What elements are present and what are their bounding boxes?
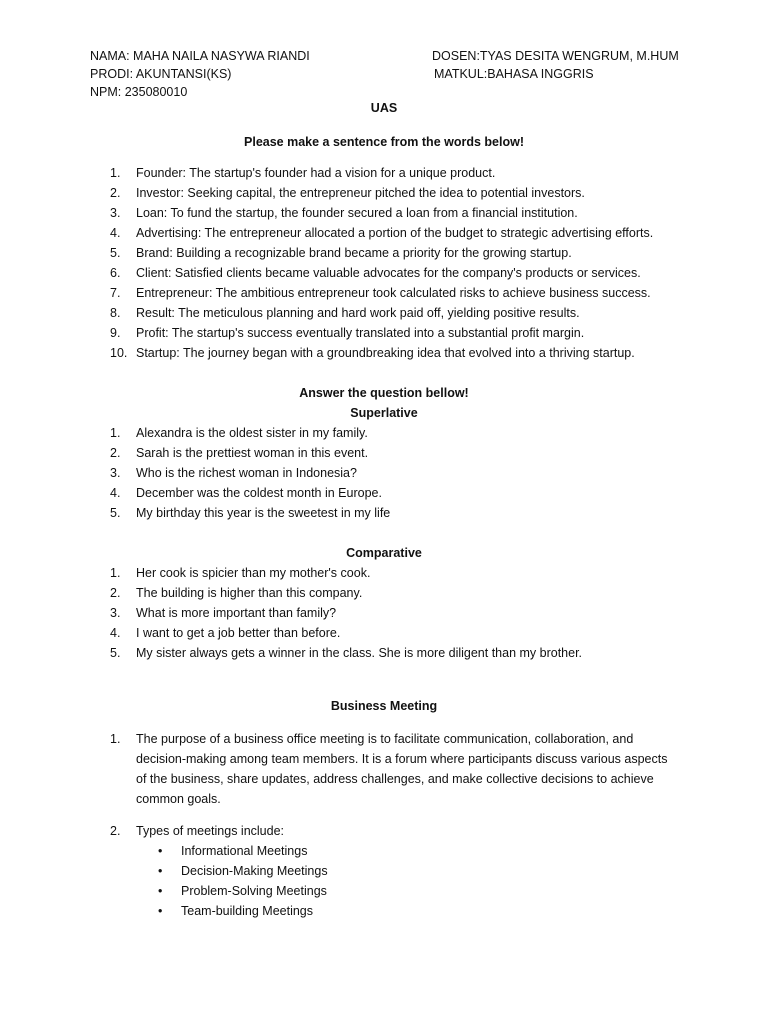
- item-text: Advertising: The entrepreneur allocated a portion of the budget to strategic advertising efforts.: [136, 226, 654, 240]
- list-item: [110, 223, 653, 243]
- business-meeting-list: [110, 729, 676, 809]
- item-number: 8.: [110, 306, 121, 320]
- list-item: [158, 841, 328, 861]
- item-text: Who is the richest woman in Indonesia?: [136, 466, 357, 480]
- list-item: [110, 603, 582, 623]
- item-text: Her cook is spicier than my mother's cook.: [136, 566, 371, 580]
- meeting-types-bullets: [158, 841, 328, 921]
- item-text: What is more important than family?: [136, 606, 337, 620]
- meeting-types-list: [110, 821, 284, 841]
- item-text: Brand: Building a recognizable brand became a priority for the growing startup.: [136, 246, 572, 260]
- item-number: 2.: [110, 824, 121, 838]
- bullet-icon: •: [158, 864, 163, 878]
- bullet-icon: •: [158, 904, 163, 918]
- list-item: [110, 183, 653, 203]
- list-item: [110, 263, 653, 283]
- item-number: 5.: [110, 506, 121, 520]
- list-item: [110, 343, 653, 363]
- list-item: [110, 623, 582, 643]
- section-heading-business-meeting: Business Meeting: [330, 699, 438, 713]
- lecturer-name: DOSEN:TYAS DESITA WENGRUM, M.HUM: [432, 49, 679, 63]
- item-text: Team-building Meetings: [181, 904, 314, 918]
- item-text: Informational Meetings: [181, 844, 308, 858]
- item-number: 6.: [110, 266, 121, 280]
- list-item: [110, 821, 284, 841]
- student-name: NAMA: MAHA NAILA NASYWA RIANDI: [90, 49, 310, 63]
- list-item: [110, 243, 653, 263]
- list-item: [110, 463, 390, 483]
- item-text: Loan: To fund the startup, the founder secured a loan from a financial institution.: [136, 206, 578, 220]
- list-item: [110, 583, 582, 603]
- item-number: 2.: [110, 186, 121, 200]
- subheading-comparative: Comparative: [346, 546, 422, 560]
- item-number: 5.: [110, 646, 121, 660]
- item-text: Types of meetings include:: [136, 824, 284, 838]
- list-item: [110, 563, 582, 583]
- list-item: [158, 861, 328, 881]
- item-text: Startup: The journey began with a groundbreaking idea that evolved into a thriving startup.: [136, 346, 635, 360]
- list-item: [110, 203, 653, 223]
- item-number: 1.: [110, 166, 121, 180]
- list-item: [110, 303, 653, 323]
- subheading-superlative: Superlative: [350, 406, 418, 420]
- study-program: PRODI: AKUNTANSI(KS): [90, 67, 232, 81]
- item-text: Decision-Making Meetings: [181, 864, 328, 878]
- item-text: Profit: The startup's success eventually translated into a substantial profit margin.: [136, 326, 585, 340]
- item-number: 3.: [110, 466, 121, 480]
- superlative-list: [110, 423, 390, 523]
- list-item: [110, 729, 676, 809]
- item-number: 9.: [110, 326, 121, 340]
- item-text: Entrepreneur: The ambitious entrepreneur took calculated risks to achieve business success.: [136, 286, 651, 300]
- list-item: [110, 503, 390, 523]
- item-number: 2.: [110, 586, 121, 600]
- list-item: [158, 881, 328, 901]
- item-number: 1.: [110, 566, 121, 580]
- item-number: 3.: [110, 206, 121, 220]
- section-heading-sentences: Please make a sentence from the words below!: [244, 135, 524, 149]
- item-text: Sarah is the prettiest woman in this event.: [136, 446, 369, 460]
- item-text: Result: The meticulous planning and hard work paid off, yielding positive results.: [136, 306, 580, 320]
- item-text: Problem-Solving Meetings: [181, 884, 327, 898]
- item-number: 1.: [110, 732, 121, 746]
- list-item: [110, 283, 653, 303]
- course-name: MATKUL:BAHASA INGGRIS: [434, 67, 594, 81]
- list-item: [110, 323, 653, 343]
- item-number: 3.: [110, 606, 121, 620]
- item-number: 4.: [110, 626, 121, 640]
- bullet-icon: •: [158, 844, 163, 858]
- list-item: [110, 163, 653, 183]
- list-item: [110, 443, 390, 463]
- item-text: My birthday this year is the sweetest in my life: [136, 506, 391, 520]
- item-number: 7.: [110, 286, 121, 300]
- bullet-icon: •: [158, 884, 163, 898]
- list-item: [110, 483, 390, 503]
- item-text: I want to get a job better than before.: [136, 626, 341, 640]
- item-text: December was the coldest month in Europe.: [136, 486, 382, 500]
- item-number: 10.: [110, 346, 128, 360]
- item-number: 5.: [110, 246, 121, 260]
- item-text: Alexandra is the oldest sister in my family.: [136, 426, 368, 440]
- item-number: 4.: [110, 486, 121, 500]
- item-text: Client: Satisfied clients became valuable advocates for the company's products or services.: [136, 266, 641, 280]
- item-text: My sister always gets a winner in the class. She is more diligent than my brother.: [136, 646, 583, 660]
- item-text: Investor: Seeking capital, the entrepreneur pitched the idea to potential investors.: [136, 186, 585, 200]
- list-item: [110, 643, 582, 663]
- sentence-list: [110, 163, 653, 363]
- item-text: The building is higher than this company.: [136, 586, 363, 600]
- list-item: [158, 901, 328, 921]
- comparative-list: [110, 563, 582, 663]
- item-number: 1.: [110, 426, 121, 440]
- item-text: The purpose of a business office meeting is to facilitate communication, collaboration, and decision-making among team members. It is a forum where participants discuss various aspects of the business, share updates, address challenges, and make collective decisions to achieve common goals.: [136, 732, 668, 806]
- list-item: [110, 423, 390, 443]
- item-text: Founder: The startup's founder had a vision for a unique product.: [136, 166, 496, 180]
- section-heading-questions: Answer the question bellow!: [299, 386, 469, 400]
- item-number: 4.: [110, 226, 121, 240]
- student-number: NPM: 235080010: [90, 85, 188, 99]
- document-title: UAS: [370, 101, 398, 115]
- item-number: 2.: [110, 446, 121, 460]
